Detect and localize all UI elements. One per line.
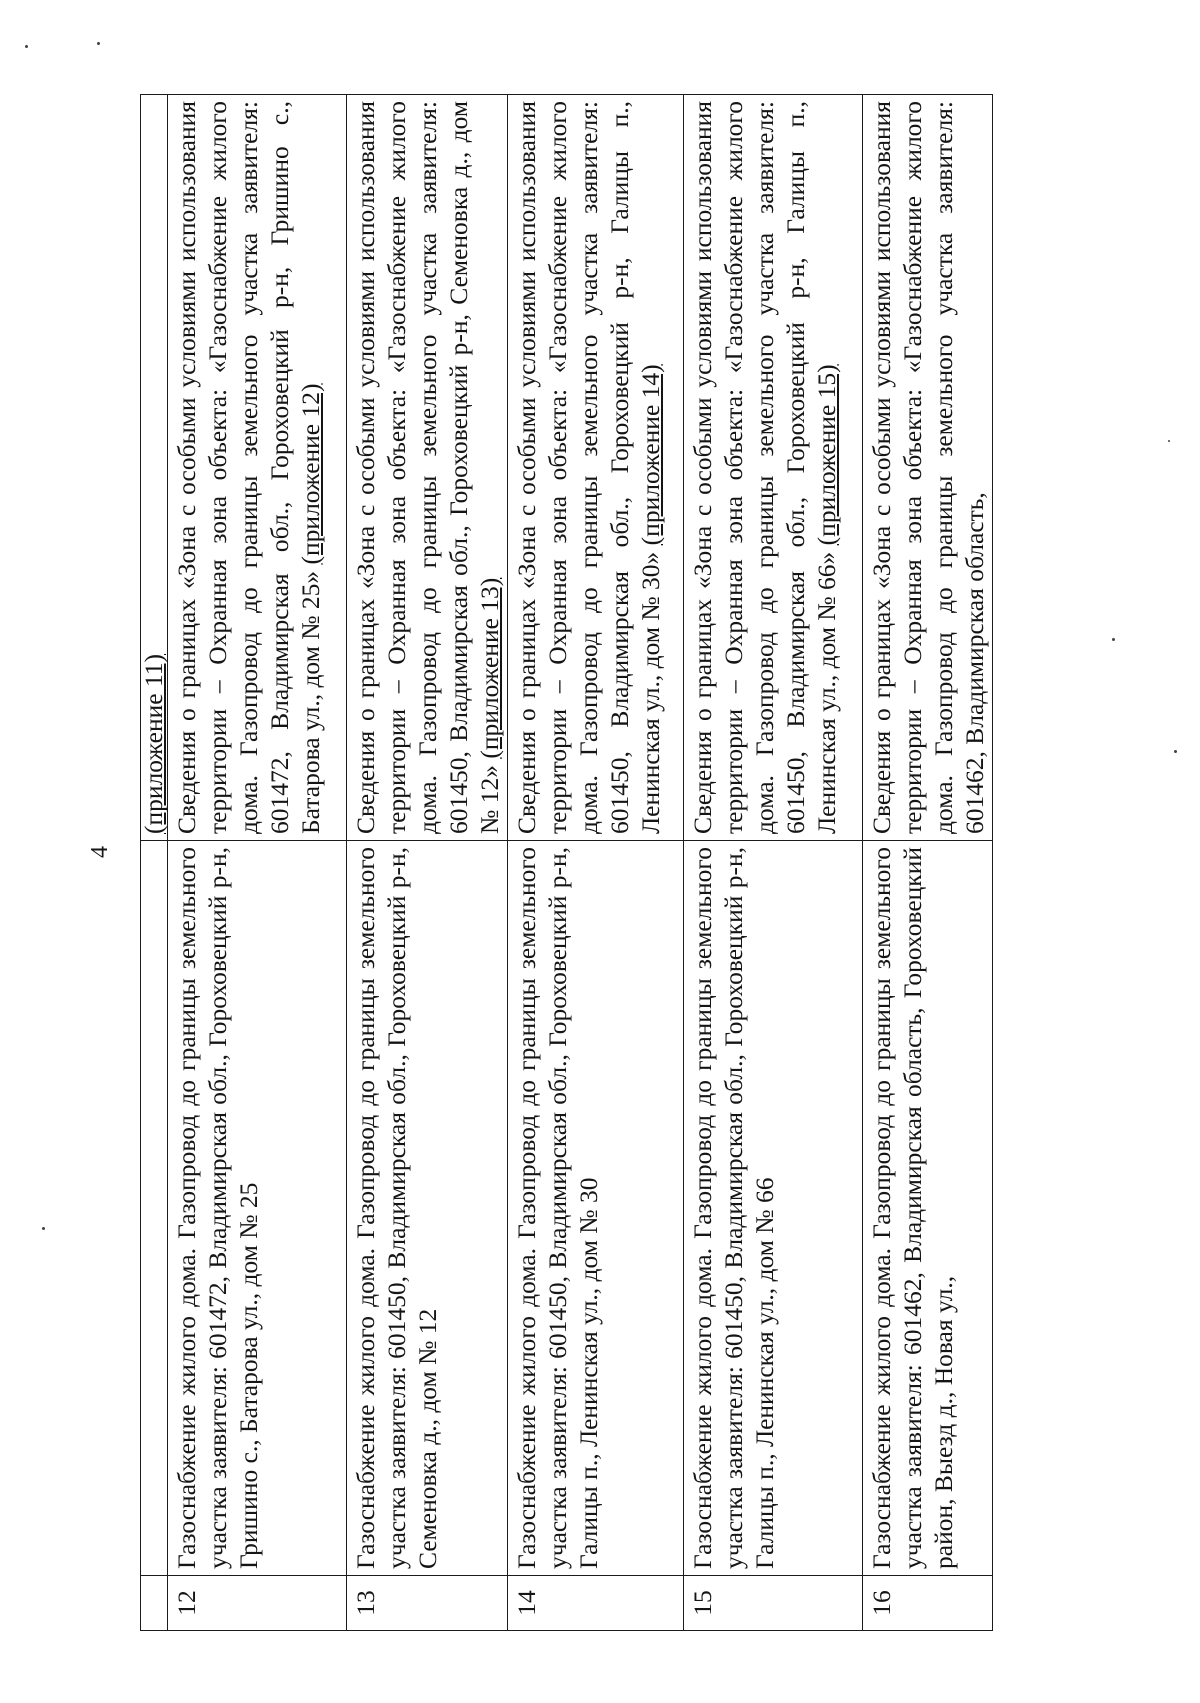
row-info <box>684 95 863 841</box>
row-description: Газоснабжение жилого дома. Газопровод до границы земельного участка заявителя: 601450, Владимирская обл., Гороховецкий р-н, Галицы п., Ленинская ул., дом № 66 <box>684 841 863 1576</box>
rotated-table <box>140 95 1060 1631</box>
scan-speck <box>97 42 100 45</box>
cell-continuation: (приложение 11) <box>141 95 168 841</box>
row-appendix: (приложение 13) <box>475 577 504 759</box>
row-description: Газоснабжение жилого дома. Газопровод до границы земельного участка заявителя: 601450, Владимирская обл., Гороховецкий р-н, Галицы п., Ленинская ул., дом № 30 <box>508 841 684 1576</box>
row-number: 13 <box>347 1576 508 1631</box>
row-number: 12 <box>168 1576 347 1631</box>
scan-speck <box>1168 440 1170 442</box>
row-description: Газоснабжение жилого дома. Газопровод до границы земельного участка заявителя: 601472, Владимирская обл., Гороховецкий р-н, Гришино с., Батарова ул., дом № 25 <box>168 841 347 1576</box>
row-info-text: Сведения о границах «Зона с особыми условиями использования территории – Охранная зона объекта: «Газоснабжение жилого дома. Газопровод до границы земельного участка заявителя: 601450, Владимирская обл., Гороховецкий р-н, Галицы п., Ленинская ул., дом № 66» <box>688 101 841 834</box>
row-appendix: (приложение 12) <box>296 383 325 565</box>
row-info-text: Сведения о границах «Зона с особыми условиями использования территории – Охранная зона объекта: «Газоснабжение жилого дома. Газопровод до границы земельного участка заявителя: 601450, Владимирская обл., Гороховецкий р-н, Семеновка д., дом № 12» <box>351 101 504 834</box>
scan-speck <box>25 45 28 48</box>
table-row <box>347 95 508 1631</box>
row-number: 14 <box>508 1576 684 1631</box>
table-row-continuation <box>141 95 168 1631</box>
row-appendix: (приложение 15) <box>812 364 841 546</box>
table-row <box>863 95 993 1631</box>
scan-speck <box>42 1227 45 1230</box>
row-info-text: Сведения о границах «Зона с особыми условиями использования территории – Охранная зона объекта: «Газоснабжение жилого дома. Газопровод до границы земельного участка заявителя: 601450, Владимирская обл., Гороховецкий р-н, Галицы п., Ленинская ул., дом № 30» <box>512 101 665 834</box>
row-number: 16 <box>863 1576 993 1631</box>
page-number: 4 <box>87 846 113 858</box>
cell-num-empty <box>141 1576 168 1631</box>
data-table <box>140 94 993 1631</box>
row-appendix: (приложение 14) <box>636 364 665 546</box>
scan-speck <box>1112 638 1115 641</box>
row-info-text: Сведения о границах «Зона с особыми условиями использования территории – Охранная зона объекта: «Газоснабжение жилого дома. Газопровод до границы земельного участка заявителя: 601472, Владимирская обл., Гороховецкий р-н, Гришино с., Батарова ул., дом № 25» <box>172 101 325 834</box>
row-description: Газоснабжение жилого дома. Газопровод до границы земельного участка заявителя: 601462, Владимирская область, Гороховецкий район, Выезд д., Новая ул., <box>863 841 993 1576</box>
scan-speck <box>1174 750 1177 753</box>
row-info <box>168 95 347 841</box>
row-info <box>863 95 993 841</box>
table-row <box>168 95 347 1631</box>
row-info <box>347 95 508 841</box>
row-description: Газоснабжение жилого дома. Газопровод до границы земельного участка заявителя: 601450, Владимирская обл., Гороховецкий р-н, Семеновка д., дом № 12 <box>347 841 508 1576</box>
table-row <box>508 95 684 1631</box>
table-row <box>684 95 863 1631</box>
row-info-text: Сведения о границах «Зона с особыми условиями использования территории – Охранная зона объекта: «Газоснабжение жилого дома. Газопровод до границы земельного участка заявителя: 601462, Владимирская область, <box>867 101 989 834</box>
row-number: 15 <box>684 1576 863 1631</box>
cell-desc-empty <box>141 841 168 1576</box>
row-info <box>508 95 684 841</box>
